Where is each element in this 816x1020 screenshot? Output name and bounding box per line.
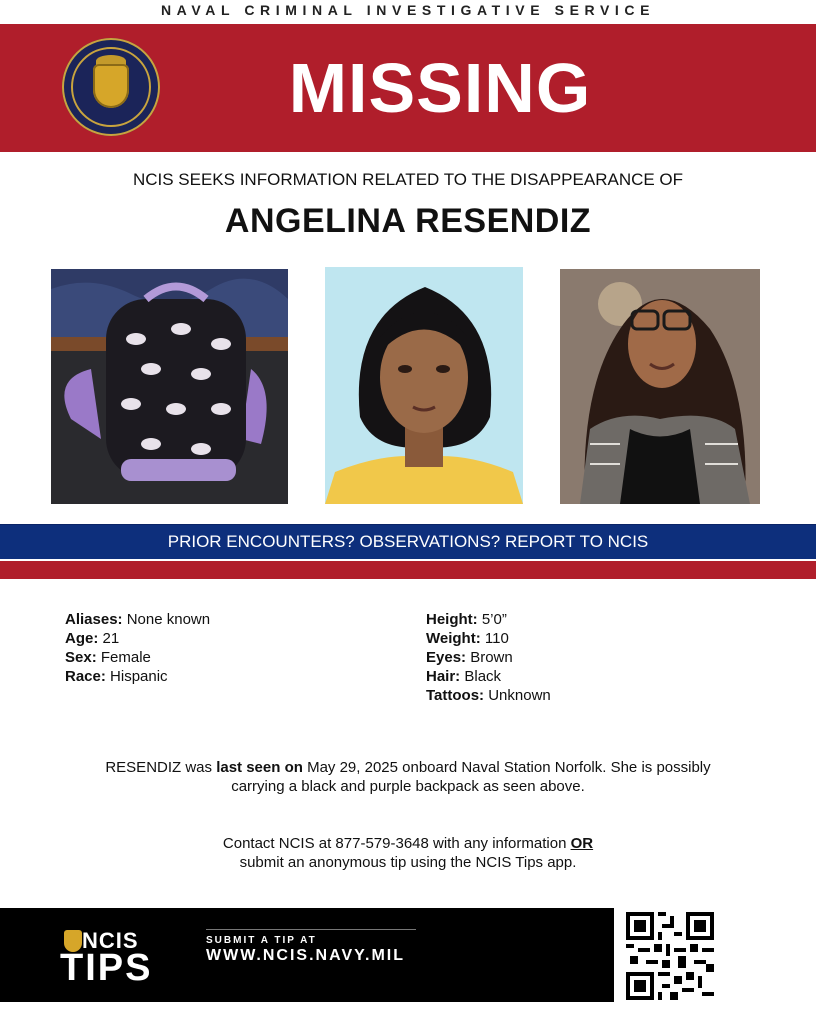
aliases-row: Aliases: None known bbox=[65, 611, 211, 628]
tattoos-row: Tattoos: Unknown bbox=[426, 687, 551, 704]
backpack-photo bbox=[51, 269, 288, 504]
age-row: Age: 21 bbox=[65, 630, 120, 647]
eyes-row: Eyes: Brown bbox=[426, 649, 513, 666]
contact-line-1: Contact NCIS at 877-579-3648 with any information OR bbox=[222, 835, 594, 852]
last-seen-line-2: carrying a black and purple backpack as seen above. bbox=[231, 778, 585, 795]
sex-row: Sex: Female bbox=[65, 649, 151, 666]
last-seen-paragraph bbox=[0, 758, 816, 796]
details-right bbox=[426, 610, 551, 705]
weight-row: Weight: 110 bbox=[426, 630, 509, 647]
race-row: Race: Hispanic bbox=[65, 668, 168, 685]
details-left bbox=[65, 610, 210, 686]
submit-tip-label: SUBMIT A TIP AT bbox=[206, 935, 317, 946]
red-divider bbox=[0, 561, 816, 579]
qr-code-icon[interactable] bbox=[626, 912, 714, 1000]
submit-rule bbox=[206, 929, 416, 930]
hair-row: Hair: Black bbox=[426, 668, 502, 685]
report-banner: PRIOR ENCOUNTERS? OBSERVATIONS? REPORT TO NCIS bbox=[0, 524, 816, 559]
portrait-glasses-photo bbox=[560, 269, 760, 504]
last-seen-line-1: RESENDIZ was last seen on May 29, 2025 onboard Naval Station Norfolk. She is possibly bbox=[105, 759, 711, 776]
ncis-seal-icon bbox=[62, 38, 160, 136]
contact-line-2: submit an anonymous tip using the NCIS Tips app. bbox=[239, 854, 577, 871]
agency-name: NAVAL CRIMINAL INVESTIGATIVE SERVICE bbox=[160, 2, 656, 18]
height-row: Height: 5’0” bbox=[426, 611, 507, 628]
contact-paragraph bbox=[0, 834, 816, 872]
badge-icon bbox=[93, 64, 129, 108]
website-link[interactable]: WWW.NCIS.NAVY.MIL bbox=[206, 947, 406, 964]
person-name: ANGELINA RESENDIZ bbox=[224, 202, 592, 240]
brand-tips: TIPS bbox=[60, 947, 153, 989]
portrait-photo bbox=[325, 267, 523, 504]
brand-ncis: NCIS bbox=[82, 928, 139, 953]
subheading: NCIS SEEKS INFORMATION RELATED TO THE DISAPPEARANCE OF bbox=[132, 170, 684, 189]
missing-title: MISSING bbox=[288, 49, 592, 127]
